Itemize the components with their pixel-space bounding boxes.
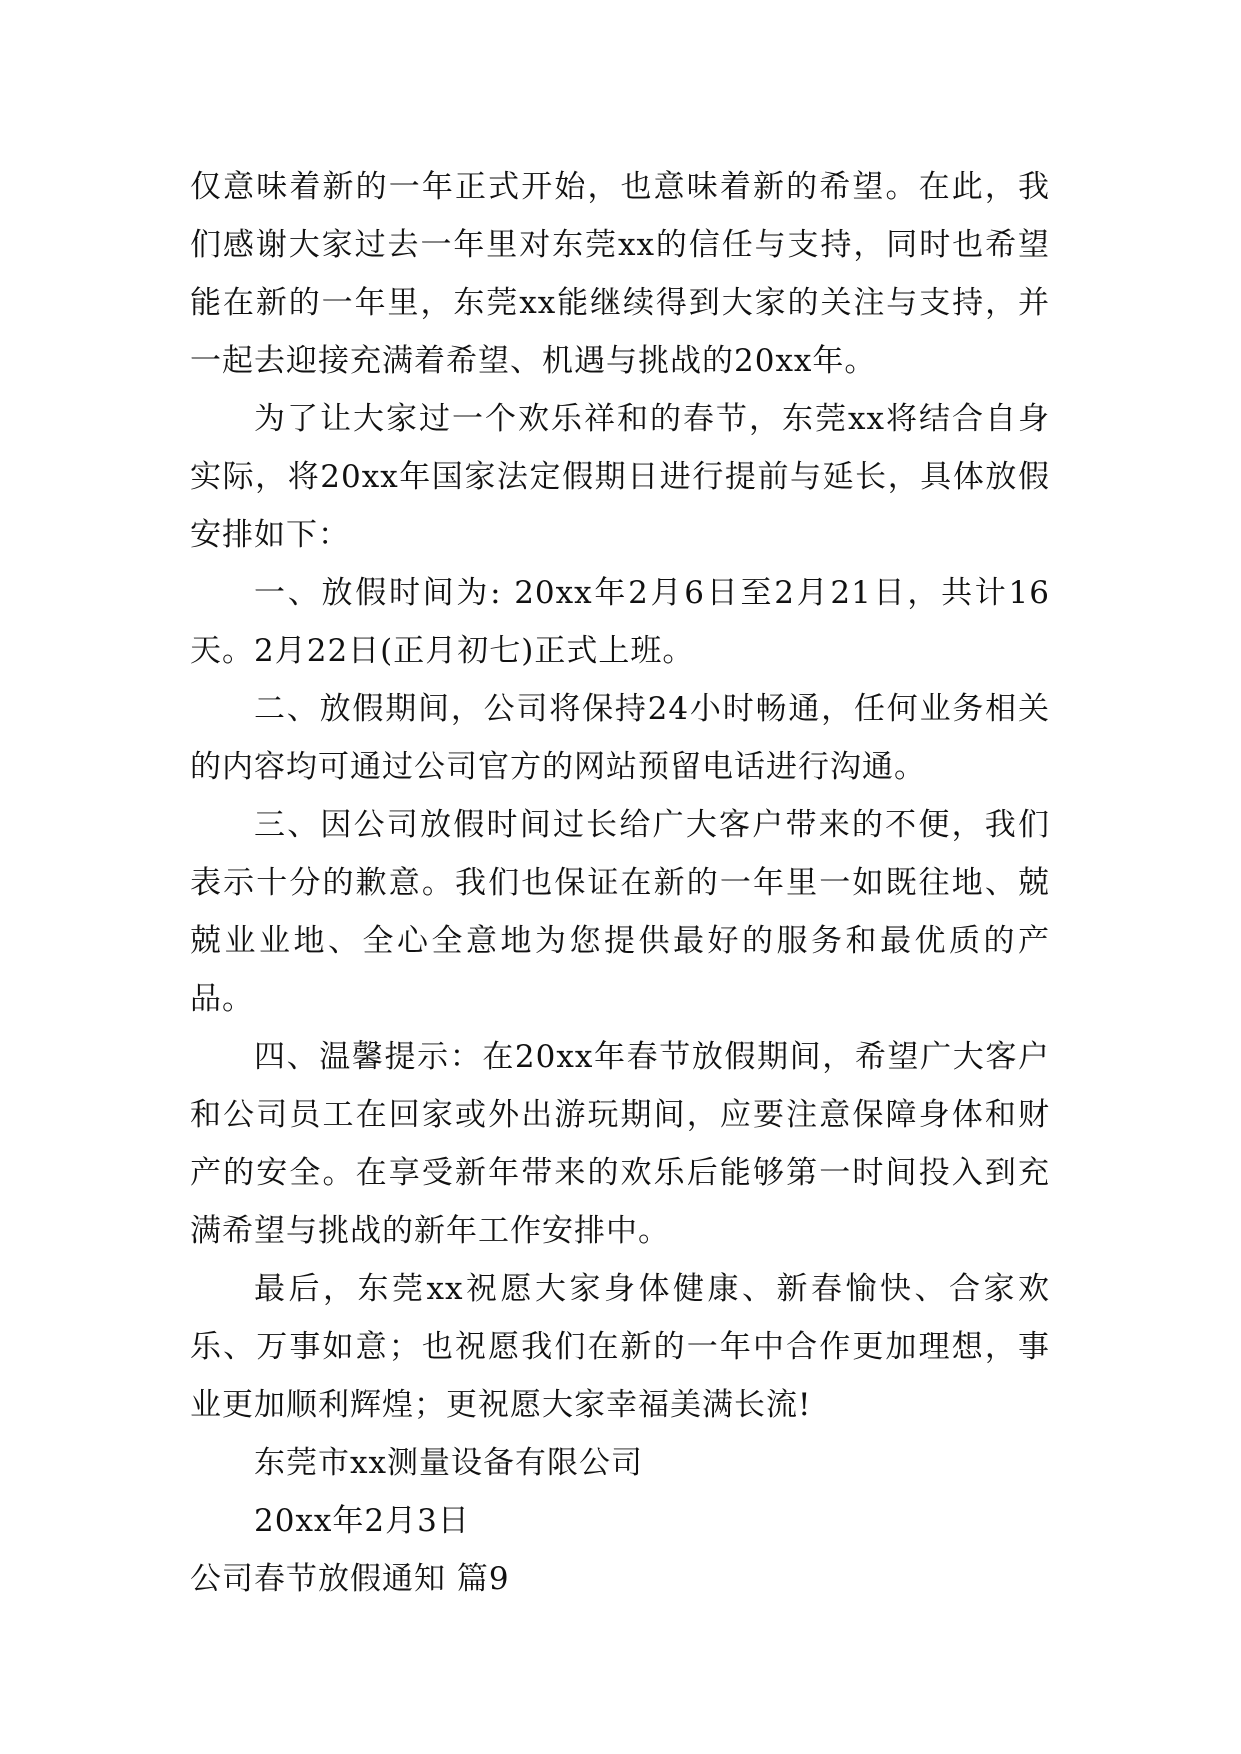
document-body bbox=[190, 158, 1050, 1608]
paragraph-continuation: 仅意味着新的一年正式开始，也意味着新的希望。在此，我们感谢大家过去一年里对东莞xx的信任与支持，同时也希望能在新的一年里，东莞xx能继续得到大家的关注与支持，并一起去迎接充满着希望、机遇与挑战的20xx年。 bbox=[190, 169, 1050, 379]
paragraph-item-1: 一、放假时间为: 20xx年2月6日至2月21日，共计16天。2月22日(正月初七)正式上班。 bbox=[190, 575, 1050, 669]
signature-date: 20xx年2月3日 bbox=[254, 1503, 470, 1539]
paragraph-item-4: 四、温馨提示：在20xx年春节放假期间，希望广大客户和公司员工在回家或外出游玩期间，应要注意保障身体和财产的安全。在享受新年带来的欢乐后能够第一时间投入到充满希望与挑战的新年工作安排中。 bbox=[190, 1039, 1050, 1249]
next-section-title: 公司春节放假通知 篇9 bbox=[190, 1561, 510, 1597]
paragraph-closing-wishes: 最后，东莞xx祝愿大家身体健康、新春愉快、合家欢乐、万事如意；也祝愿我们在新的一年中合作更加理想，事业更加顺利辉煌；更祝愿大家幸福美满长流! bbox=[190, 1271, 1050, 1423]
paragraph-item-2: 二、放假期间，公司将保持24小时畅通，任何业务相关的内容均可通过公司官方的网站预留电话进行沟通。 bbox=[190, 691, 1050, 785]
paragraph-holiday-intro: 为了让大家过一个欢乐祥和的春节，东莞xx将结合自身实际，将20xx年国家法定假期日进行提前与延长，具体放假安排如下： bbox=[190, 401, 1050, 553]
paragraph-item-3: 三、因公司放假时间过长给广大客户带来的不便，我们表示十分的歉意。我们也保证在新的一年里一如既往地、兢兢业业地、全心全意地为您提供最好的服务和最优质的产品。 bbox=[190, 807, 1050, 1017]
signature-company: 东莞市xx测量设备有限公司 bbox=[254, 1445, 643, 1481]
